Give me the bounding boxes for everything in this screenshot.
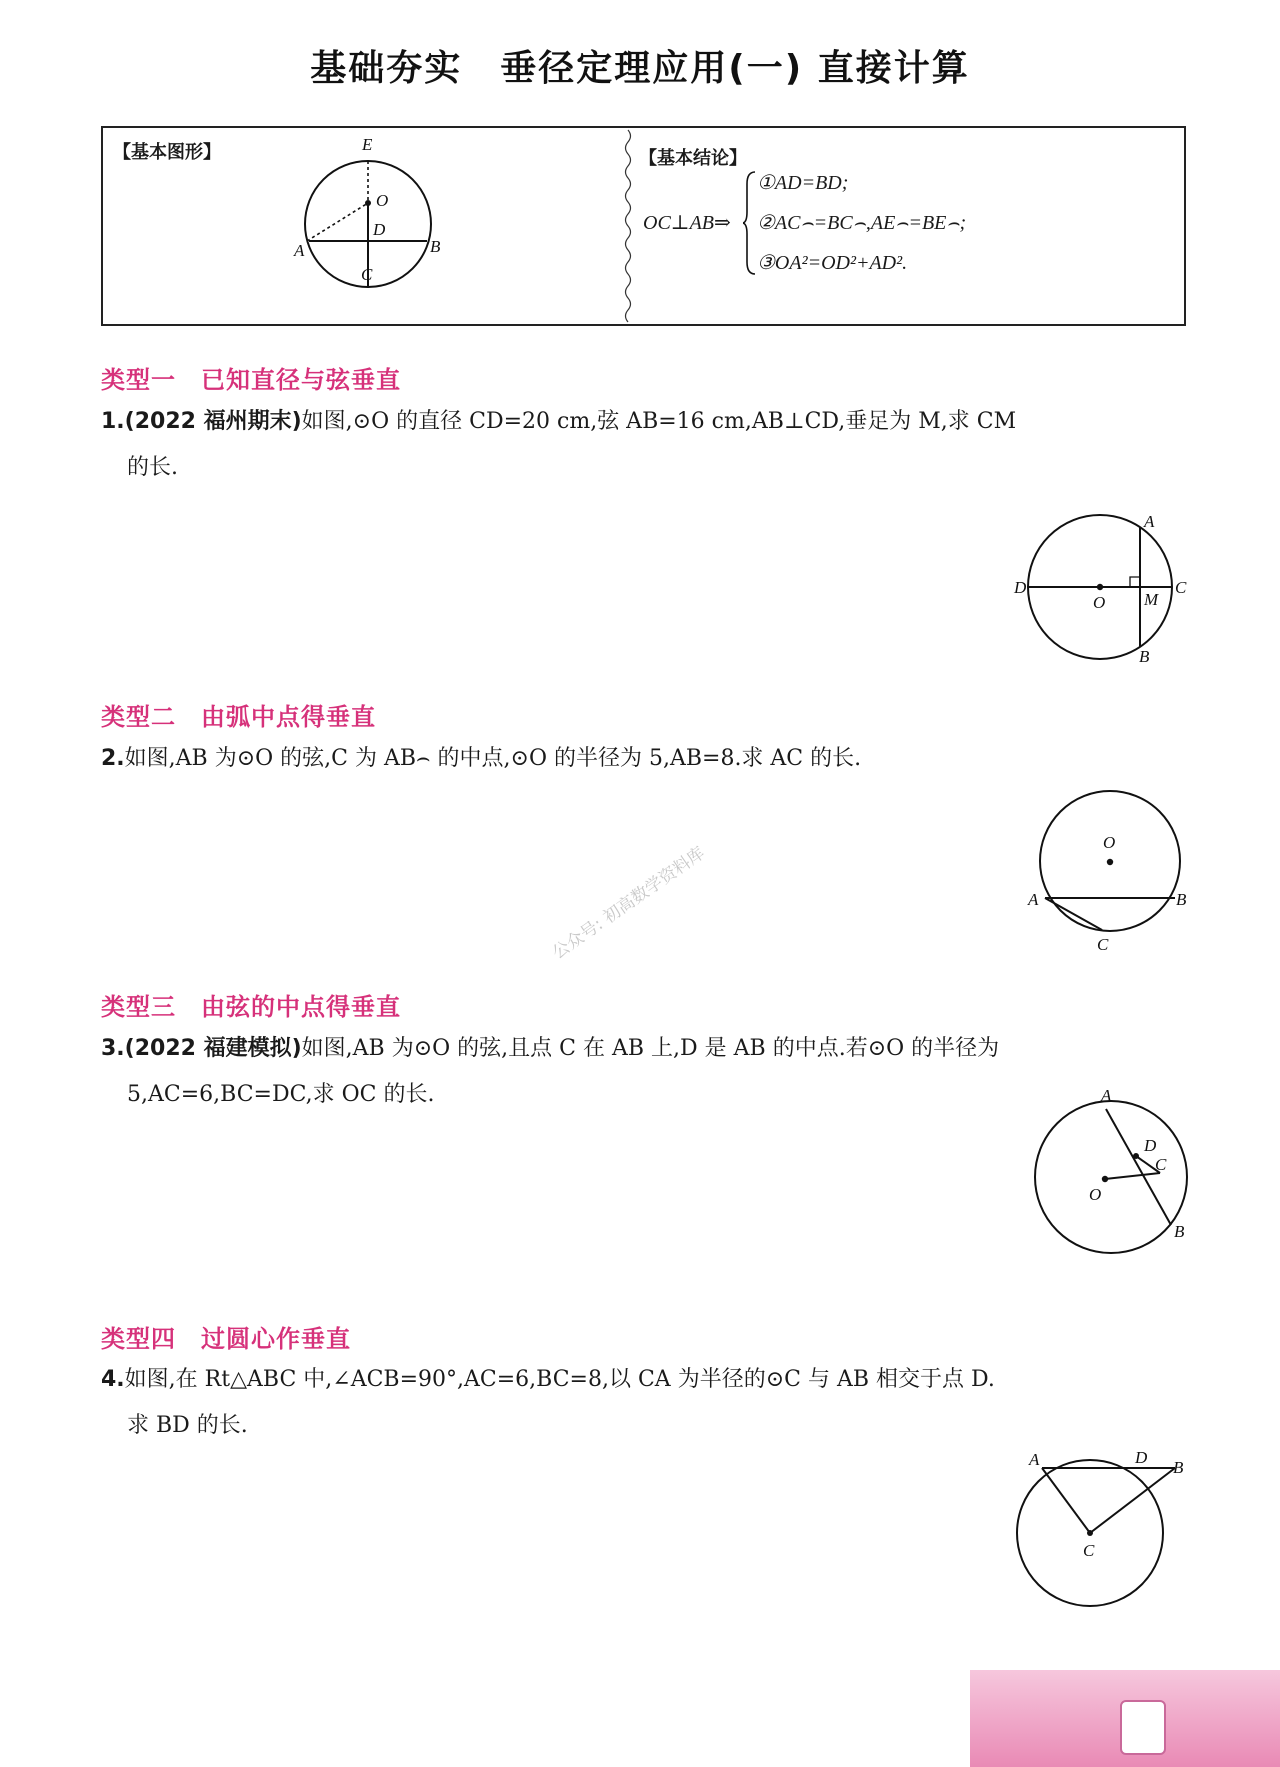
question-number: 3.: [101, 1036, 125, 1061]
section-heading-4: 类型四 过圆心作垂直: [101, 1325, 351, 1353]
conclusion-2: ②AC⌢=BC⌢,AE⌢=BE⌢;: [757, 212, 967, 234]
label-A: A: [1101, 1086, 1112, 1105]
wavy-divider: [621, 128, 635, 324]
figure-label: 【基本图形】: [113, 142, 221, 163]
label-A: A: [1028, 890, 1039, 909]
label-D: D: [1144, 1136, 1157, 1155]
label-M: M: [1144, 590, 1159, 609]
page-tab: [1120, 1700, 1166, 1755]
label-C: C: [1097, 935, 1109, 954]
watermark: 公众号: 初高数学资料库: [548, 843, 709, 964]
question-text-cont: 的长.: [127, 455, 178, 480]
label-C: C: [1155, 1155, 1167, 1174]
question-text: 如图,在 Rt△ABC 中,∠ACB=90°,AC=6,BC=8,以 CA 为半径的⊙C 与 AB 相交于点 D.: [124, 1367, 995, 1392]
question-text: 如图,⊙O 的直径 CD=20 cm,弦 AB=16 cm,AB⊥CD,垂足为 M,求 CM: [301, 409, 1017, 434]
basic-box: [101, 126, 1186, 326]
question-number: 1.: [101, 409, 125, 434]
label-B: B: [1139, 647, 1150, 666]
question-text: 如图,AB 为⊙O 的弦,C 为 AB⌢ 的中点,⊙O 的半径为 5,AB=8.求 AC 的长.: [124, 746, 862, 771]
label-B: B: [430, 237, 441, 256]
label-C: C: [361, 265, 373, 284]
section-heading-3: 类型三 由弦的中点得垂直: [101, 993, 401, 1021]
section-heading-2: 类型二 由弧中点得垂直: [101, 703, 376, 731]
brace-icon: [743, 170, 757, 276]
label-A: A: [1144, 512, 1155, 531]
question-text-cont: 5,AC=6,BC=DC,求 OC 的长.: [127, 1082, 435, 1107]
label-C: C: [1175, 578, 1187, 597]
question-2: [101, 736, 1191, 782]
section-heading-1: 类型一 已知直径与弦垂直: [101, 366, 401, 394]
conclusion-label: 【基本结论】: [639, 148, 747, 169]
figure-2: [1020, 780, 1200, 960]
premise: OC⊥AB⇒: [643, 212, 731, 234]
label-B: B: [1174, 1222, 1185, 1241]
label-O: O: [1103, 833, 1116, 852]
label-B: B: [1176, 890, 1187, 909]
label-O: O: [376, 191, 389, 210]
label-O: O: [1093, 593, 1106, 612]
question-text: 如图,AB 为⊙O 的弦,且点 C 在 AB 上,D 是 AB 的中点.若⊙O 的半径为: [301, 1036, 1000, 1061]
label-E: E: [362, 135, 373, 154]
label-A: A: [1029, 1450, 1040, 1469]
figure-4: [1005, 1440, 1205, 1620]
label-B: B: [1173, 1458, 1184, 1477]
label-D: D: [373, 220, 386, 239]
conclusion-3: ③OA²=OD²+AD².: [757, 252, 908, 274]
label-C: C: [1083, 1541, 1095, 1560]
question-text-cont: 求 BD 的长.: [127, 1413, 248, 1438]
label-D: D: [1135, 1448, 1148, 1467]
question-1: [101, 399, 1191, 491]
question-number: 2.: [101, 746, 125, 771]
figure-1: [1005, 505, 1205, 675]
label-A: A: [294, 241, 305, 260]
question-4: [101, 1357, 1191, 1449]
figure-3: [1020, 1085, 1200, 1260]
label-O: O: [1089, 1185, 1102, 1204]
conclusion-1: ①AD=BD;: [757, 172, 849, 194]
question-number: 4.: [101, 1367, 125, 1392]
basic-figure: [263, 128, 443, 323]
question-source: (2022 福州期末): [124, 409, 302, 434]
label-D: D: [1014, 578, 1027, 597]
page-title: 基础夯实 垂径定理应用(一) 直接计算: [310, 48, 970, 89]
question-source: (2022 福建模拟): [124, 1036, 302, 1061]
